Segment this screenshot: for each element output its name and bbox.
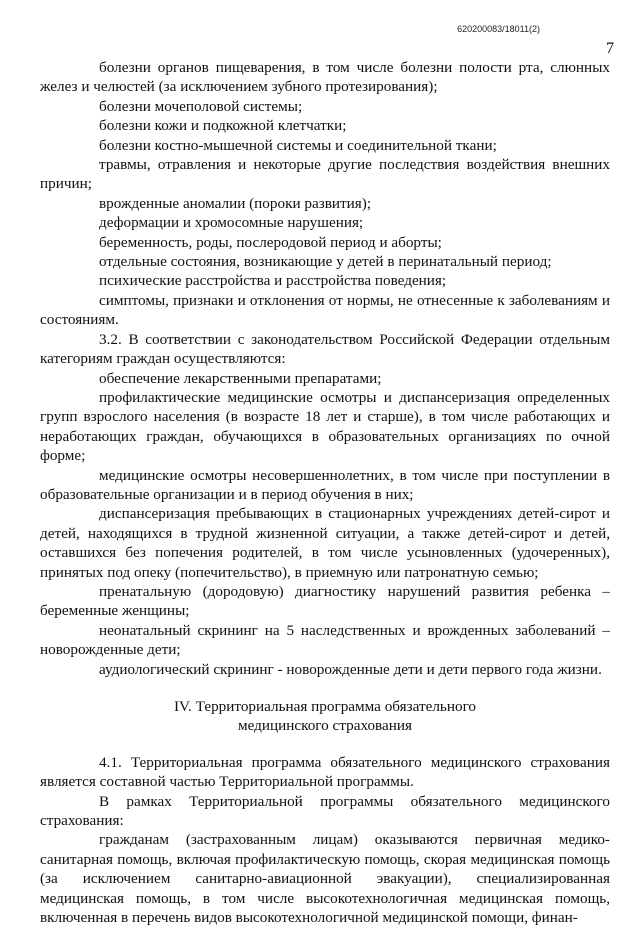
- paragraph: болезни костно-мышечной системы и соединительной ткани;: [99, 136, 497, 154]
- paragraph: психические расстройства и расстройства поведения;: [99, 272, 447, 290]
- paragraph: медицинские осмотры несовершеннолетних, в том числе при поступлении в образовательные организации и в период обучения в них;: [40, 466, 610, 503]
- page-number: 7: [606, 40, 614, 57]
- paragraph: отдельные состояния, возникающие у детей в перинатальный период;: [99, 253, 552, 271]
- section-paragraph-3-2: 3.2. В соответствии с законодательством Российской Федерации отдельным категориям граждан осуществляются:: [40, 330, 610, 368]
- paragraph: болезни мочеполовой системы;: [99, 97, 303, 115]
- paragraph: диспансеризация пребывающих в стационарных учреждениях детей-сирот и детей, находящихся в трудной жизненной ситуации, а также детей-сирот и детей, оставшихся без попечения родителей, в том числе усыновленных (удочеренных), принятых под опеку (попечительство), в приемную или патронатную семью;: [40, 505, 610, 581]
- paragraph: беременность, роды, послеродовой период и аборты;: [99, 233, 442, 251]
- paragraph: В рамках Территориальной программы обязательного медицинского страхования:: [40, 792, 610, 830]
- paragraph: обеспечение лекарственными препаратами;: [99, 369, 382, 387]
- paragraph: пренатальную (дородовую) диагностику нарушений развития ребенка – беременные женщины;: [40, 582, 610, 620]
- paragraph: болезни кожи и подкожной клетчатки;: [99, 117, 347, 135]
- paragraph: травмы, отравления и некоторые другие последствия воздействия внешних причин;: [40, 156, 610, 193]
- paragraph: гражданам (застрахованным лицам) оказываются первичная медико-санитарная помощь, включая профилактическую помощь, скорая медицинская помощь (за исключением санитарно-авиационной эвакуации), специализированная медицинская помощь, в том числе высокотехнологичная медицинская помощь, включенная в перечень видов высокотехнологичной медицинской помощи, финан-: [40, 831, 610, 927]
- section-heading-line-2: медицинского страхования: [237, 717, 413, 735]
- paragraph: болезни органов пищеварения, в том числе болезни полости рта, слюнных желез и челюстей (за исключением зубного протезирования);: [40, 59, 610, 96]
- paragraph: врожденные аномалии (пороки развития);: [99, 194, 372, 212]
- paragraph: деформации и хромосомные нарушения;: [99, 214, 364, 232]
- section-heading: [40, 697, 610, 736]
- document-body: [40, 58, 610, 927]
- section-paragraph-4-1: 4.1. Территориальная программа обязательного медицинского страхования является составной частью Территориальной программы.: [40, 753, 610, 791]
- document-code: 620200083/18011(2): [457, 24, 540, 34]
- paragraph: профилактические медицинские осмотры и диспансеризация определенных групп взрослого населения (в возрасте 18 лет и старше), в том числе работающих и неработающих граждан, обучающихся в образовательных организациях по очной форме;: [40, 388, 610, 465]
- paragraph: симптомы, признаки и отклонения от нормы, не отнесенные к заболеваниям и состояниям.: [40, 291, 610, 329]
- paragraph: аудиологический скрининг - новорожденные дети и дети первого года жизни.: [99, 660, 602, 678]
- section-heading-line-1: IV. Территориальная программа обязательного: [173, 698, 477, 715]
- paragraph: неонатальный скрининг на 5 наследственных и врожденных заболеваний – новорожденные дети;: [40, 621, 610, 659]
